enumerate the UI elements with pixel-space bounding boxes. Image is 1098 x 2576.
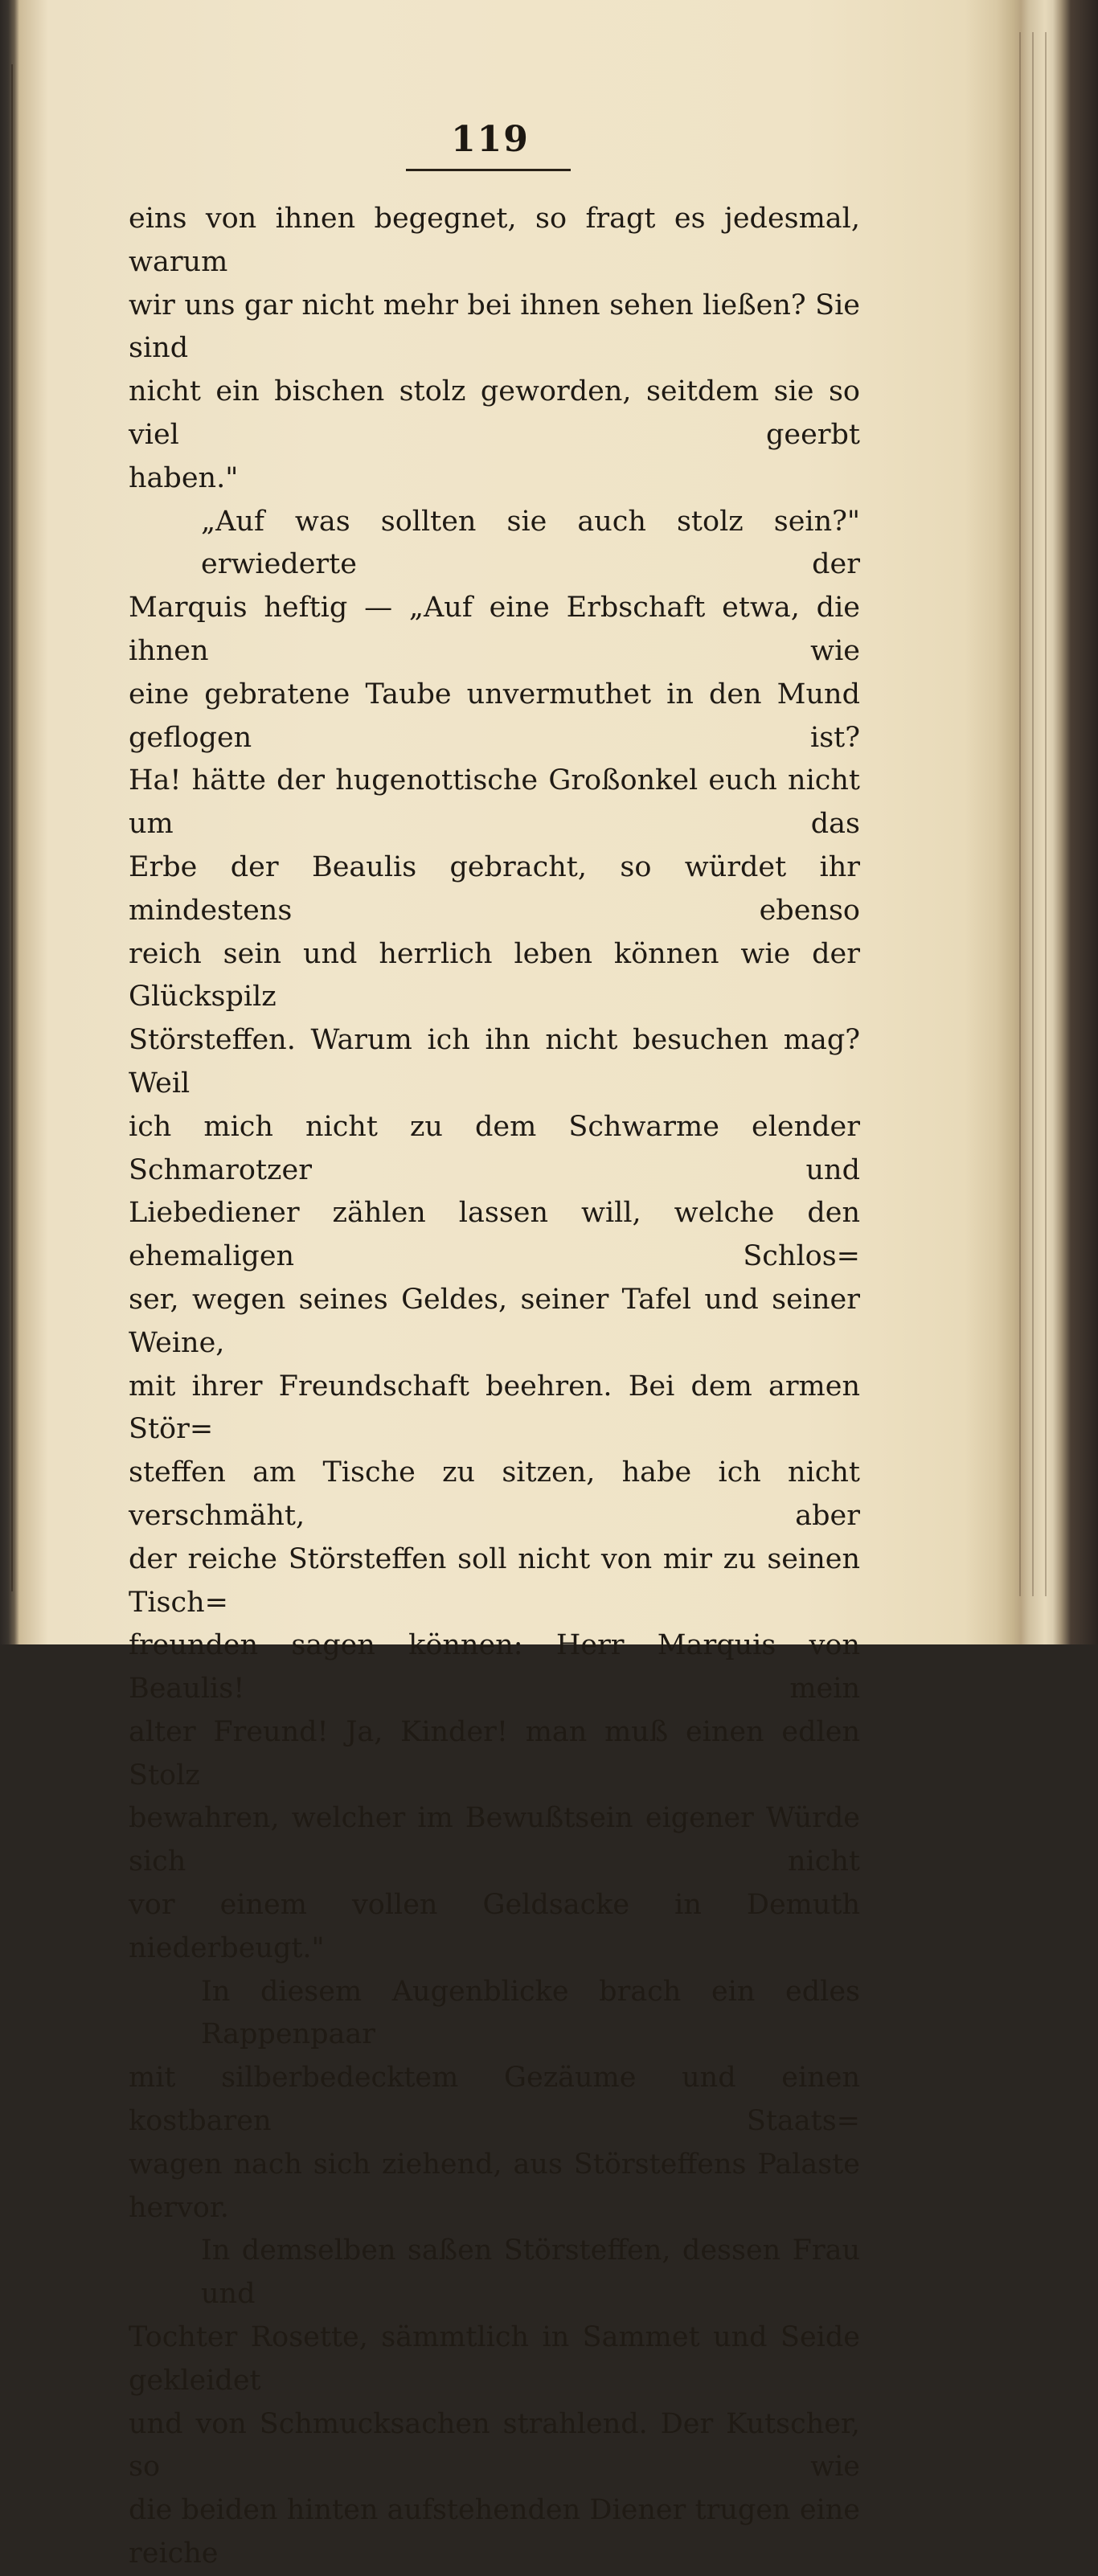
text-line: mit ihrer Freundschaft beehren. Bei dem armen Stör= xyxy=(129,1370,860,1446)
text-line: eine gebratene Taube unvermuthet in den Mund geflogen ist? xyxy=(129,678,860,754)
text-line: In demselben saßen Störsteffen, dessen Frau und xyxy=(201,2234,860,2311)
header-rule xyxy=(406,169,571,171)
text-line: eins von ihnen begegnet, so fragt es jedesmal, warum xyxy=(129,203,860,278)
text-line: Störsteffen. Warum ich ihn nicht besuchen mag? Weil xyxy=(129,1024,860,1100)
book-spine-edge xyxy=(11,64,13,1591)
page-edge-line xyxy=(1032,32,1034,1596)
text-line: „Auf was sollten sie auch stolz sein?" erwiederte der xyxy=(201,505,860,581)
text-line: In diesem Augenblicke brach ein edles Rappenpaar xyxy=(201,1975,860,2051)
text-line: mit silberbedecktem Gezäume und einen kostbaren Staats= xyxy=(129,2062,860,2138)
text-line: der reiche Störsteffen soll nicht von mir zu seinen Tisch= xyxy=(129,1542,860,1619)
text-line: Erbe der Beaulis gebracht, so würdet ihr mindestens ebenso xyxy=(129,850,860,927)
text-line: wagen nach sich ziehend, aus Störsteffens Palaste hervor. xyxy=(129,2148,860,2224)
body-text xyxy=(129,198,860,2576)
text-line: steffen am Tische zu sitzen, habe ich nicht verschmäht, aber xyxy=(129,1456,860,1532)
text-line: ich mich nicht zu dem Schwarme elender Schmarotzer und xyxy=(129,1110,860,1186)
text-line: Marquis heftig — „Auf eine Erbschaft etwa, die ihnen wie xyxy=(129,592,860,667)
page-edge-line xyxy=(1019,32,1021,1596)
text-line: wir uns gar nicht mehr bei ihnen sehen ließen? Sie sind xyxy=(129,289,860,365)
text-line: Ha! hätte der hugenottische Großonkel euch nicht um das xyxy=(129,764,860,841)
text-line: ser, wegen seines Geldes, seiner Tafel und seiner Weine, xyxy=(129,1283,860,1359)
text-line: reich sein und herrlich leben können wie der Glückspilz xyxy=(129,937,860,1014)
text-line: Liebediener zählen lassen will, welche den ehemaligen Schlos= xyxy=(129,1197,860,1273)
text-line: freunden sagen können: Herr Marquis von Beaulis! mein xyxy=(129,1629,860,1706)
text-line: haben." xyxy=(129,461,239,494)
text-line: bewahren, welcher im Bewußtsein eigener Würde sich nicht xyxy=(129,1802,860,1878)
text-line: Tochter Rosette, sämmtlich in Sammet und Seide gekleidet xyxy=(129,2321,860,2397)
page-edge-line xyxy=(1045,32,1047,1596)
text-line: vor einem vollen Geldsacke in Demuth niederbeugt." xyxy=(129,1889,860,1964)
text-line: nicht ein bischen stolz geworden, seitdem sie so viel geerbt xyxy=(129,375,860,451)
text-line: alter Freund! Ja, Kinder! man muß einen edlen Stolz xyxy=(129,1715,860,1792)
text-line: und von Schmucksachen strahlend. Der Kutscher, so wie xyxy=(129,2407,860,2484)
text-line: die beiden hinten aufstehenden Diener trugen eine reiche xyxy=(129,2494,860,2570)
page-number: 119 xyxy=(451,119,530,160)
